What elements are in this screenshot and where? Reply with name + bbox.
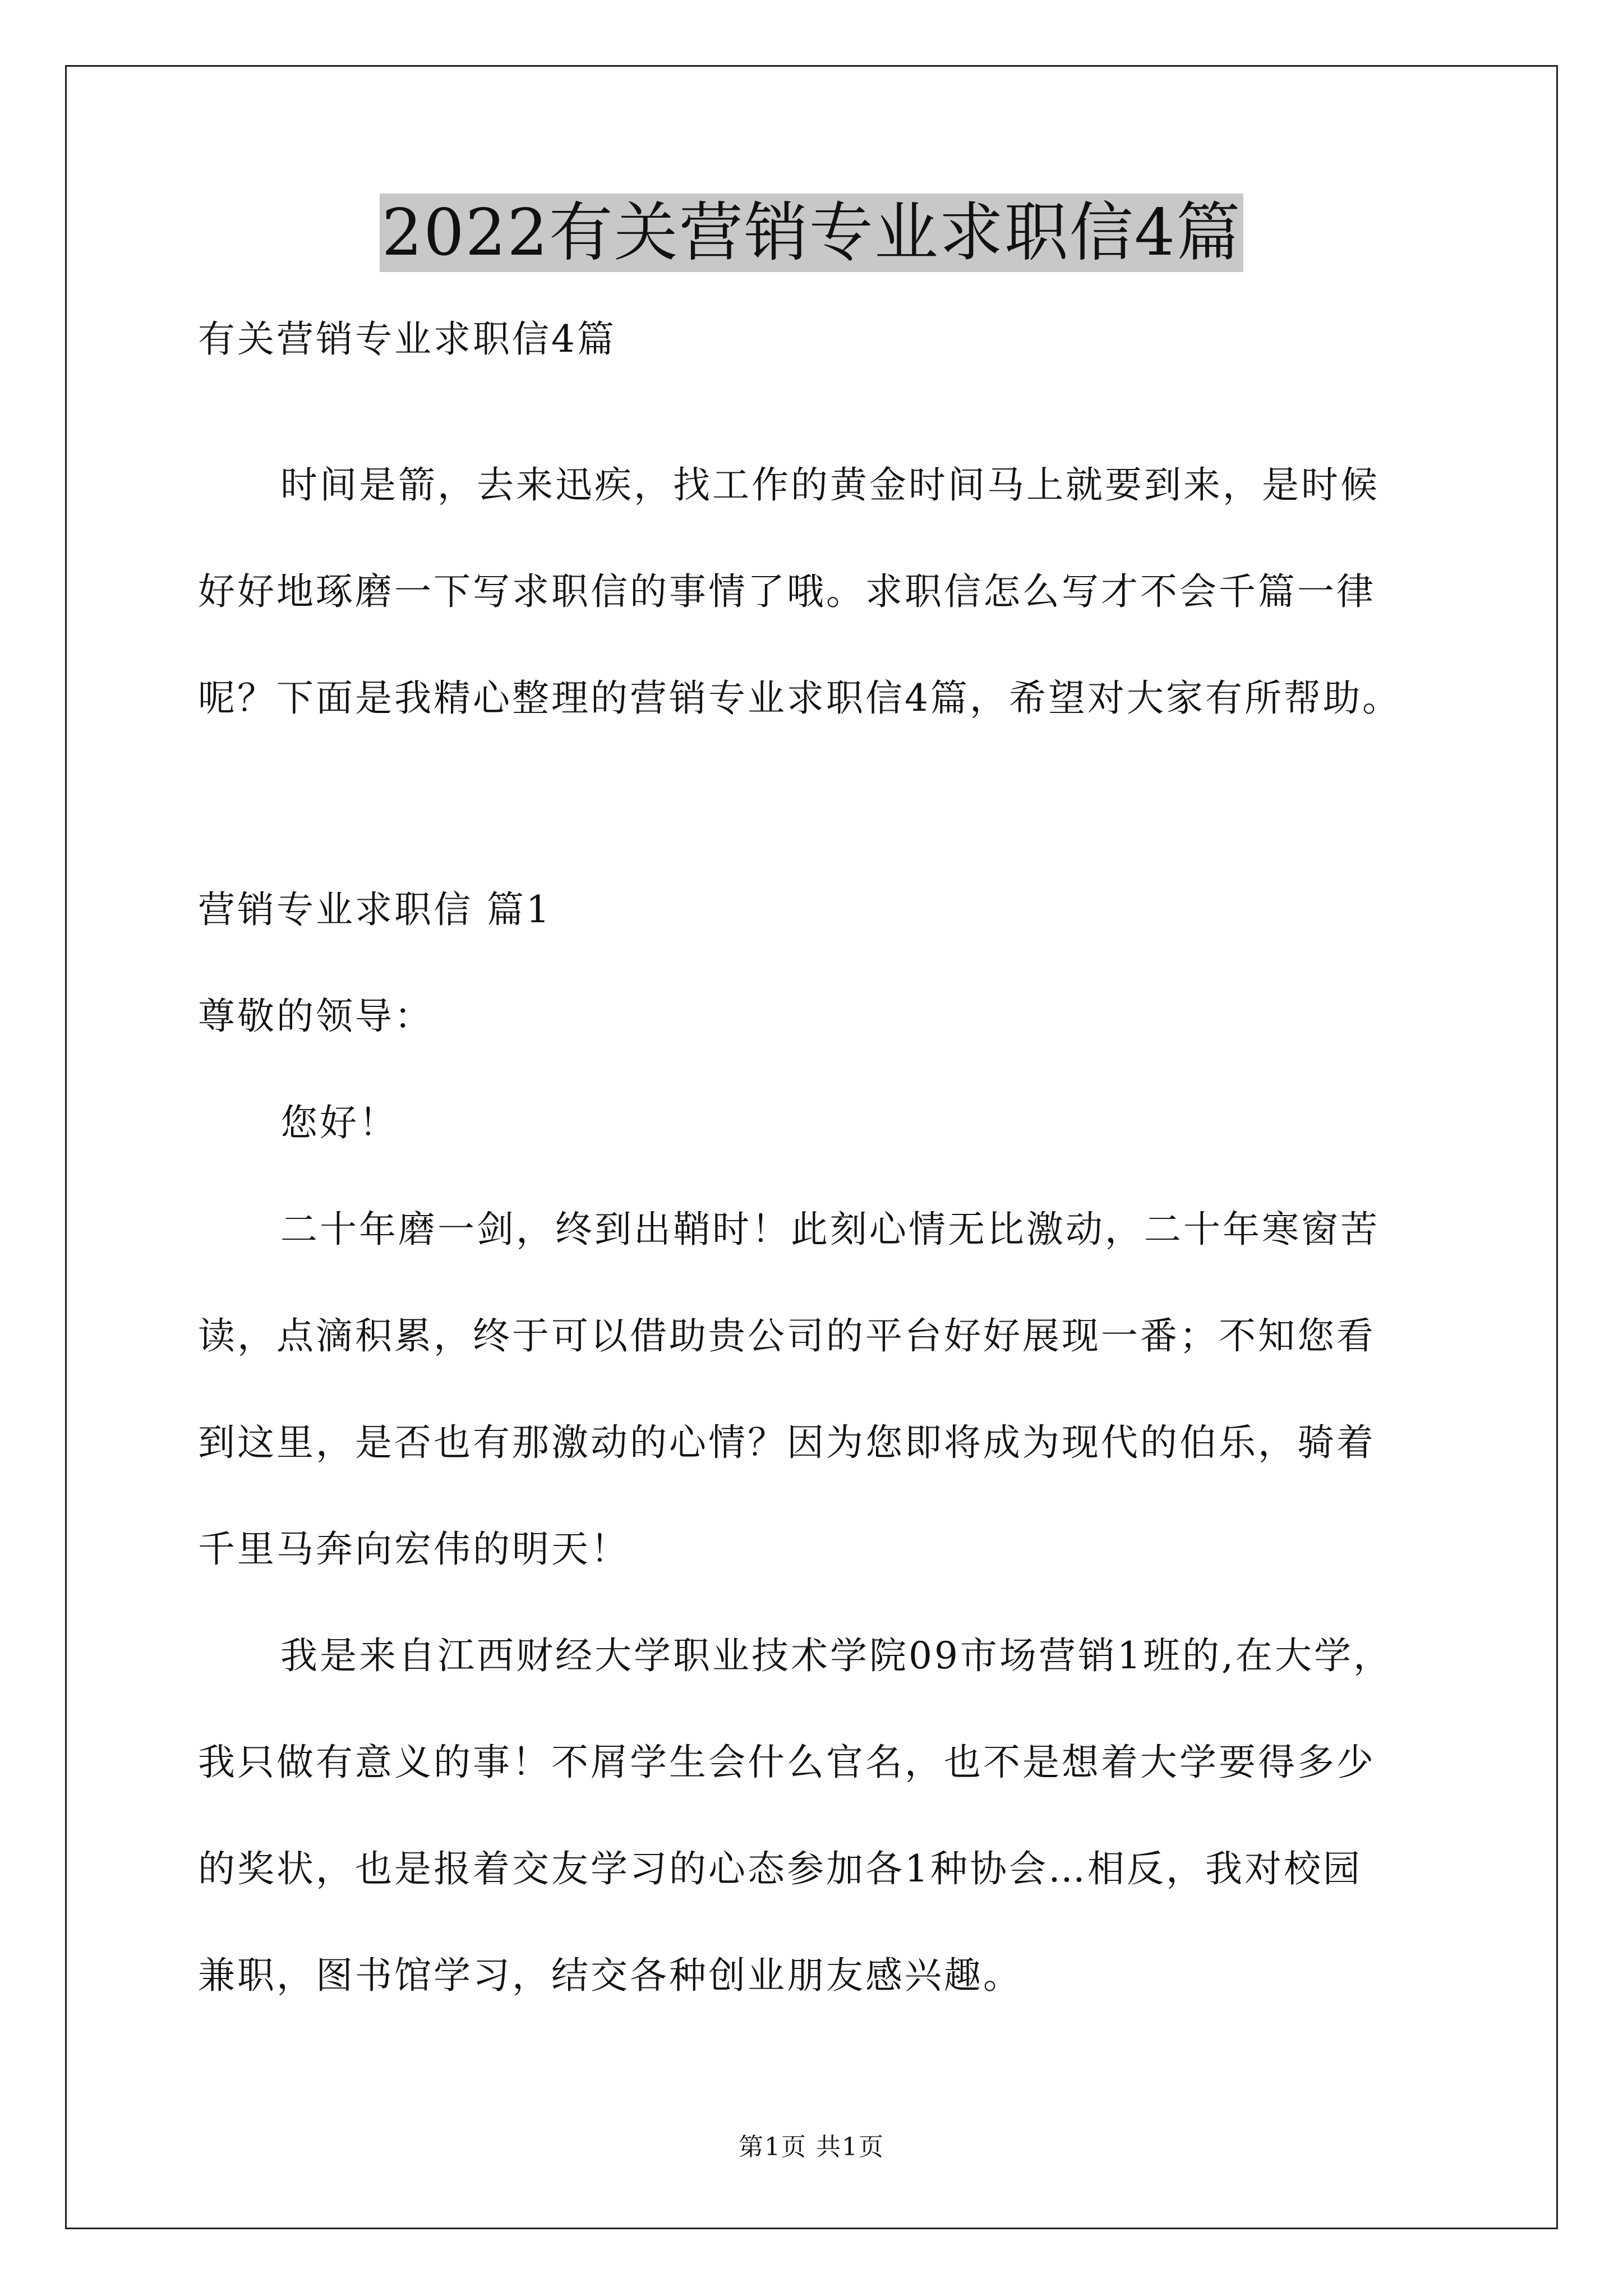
paragraph-2-line-4: 兼职，图书馆学习，结交各种创业朋友感兴趣。 [198,1954,1022,1997]
intro-line-2: 好好地琢磨一下写求职信的事情了哦。求职信怎么写才不会千篇一律 [198,570,1376,613]
subtitle: 有关营销专业求职信4篇 [198,318,616,361]
paragraph-2-line-3: 的奖状，也是报着交友学习的心态参加各1种协会…相反，我对校园 [198,1847,1362,1890]
greeting: 您好！ [280,1101,398,1144]
salutation: 尊敬的领导： [198,995,434,1038]
document-title [0,194,1623,272]
intro-line-3: 呢？下面是我精心整理的营销专业求职信4篇，希望对大家有所帮助。 [198,677,1401,720]
paragraph-2-line-2: 我只做有意义的事！不屑学生会什么官名，也不是想着大学要得多少 [198,1741,1376,1784]
section-heading: 营销专业求职信 篇1 [198,888,552,931]
paragraph-1-line-3: 到这里，是否也有那激动的心情？因为您即将成为现代的伯乐，骑着 [198,1421,1376,1464]
page-footer: 第1页 共1页 [739,2133,884,2161]
paragraph-2-line-1: 我是来自江西财经大学职业技术学院09市场营销1班的,在大学， [280,1634,1393,1677]
paragraph-1-line-4: 千里马奔向宏伟的明天！ [198,1527,630,1571]
paragraph-1-line-1: 二十年磨一剑，终到出鞘时！此刻心情无比激动，二十年寒窗苦 [280,1208,1380,1251]
page-border [65,65,1558,2229]
intro-line-1: 时间是箭，去来迅疾，找工作的黄金时间马上就要到来，是时候 [280,463,1380,507]
document-title-text: 2022有关营销专业求职信4篇 [380,194,1244,272]
paragraph-1-line-2: 读，点滴积累，终于可以借助贵公司的平台好好展现一番；不知您看 [198,1314,1376,1358]
